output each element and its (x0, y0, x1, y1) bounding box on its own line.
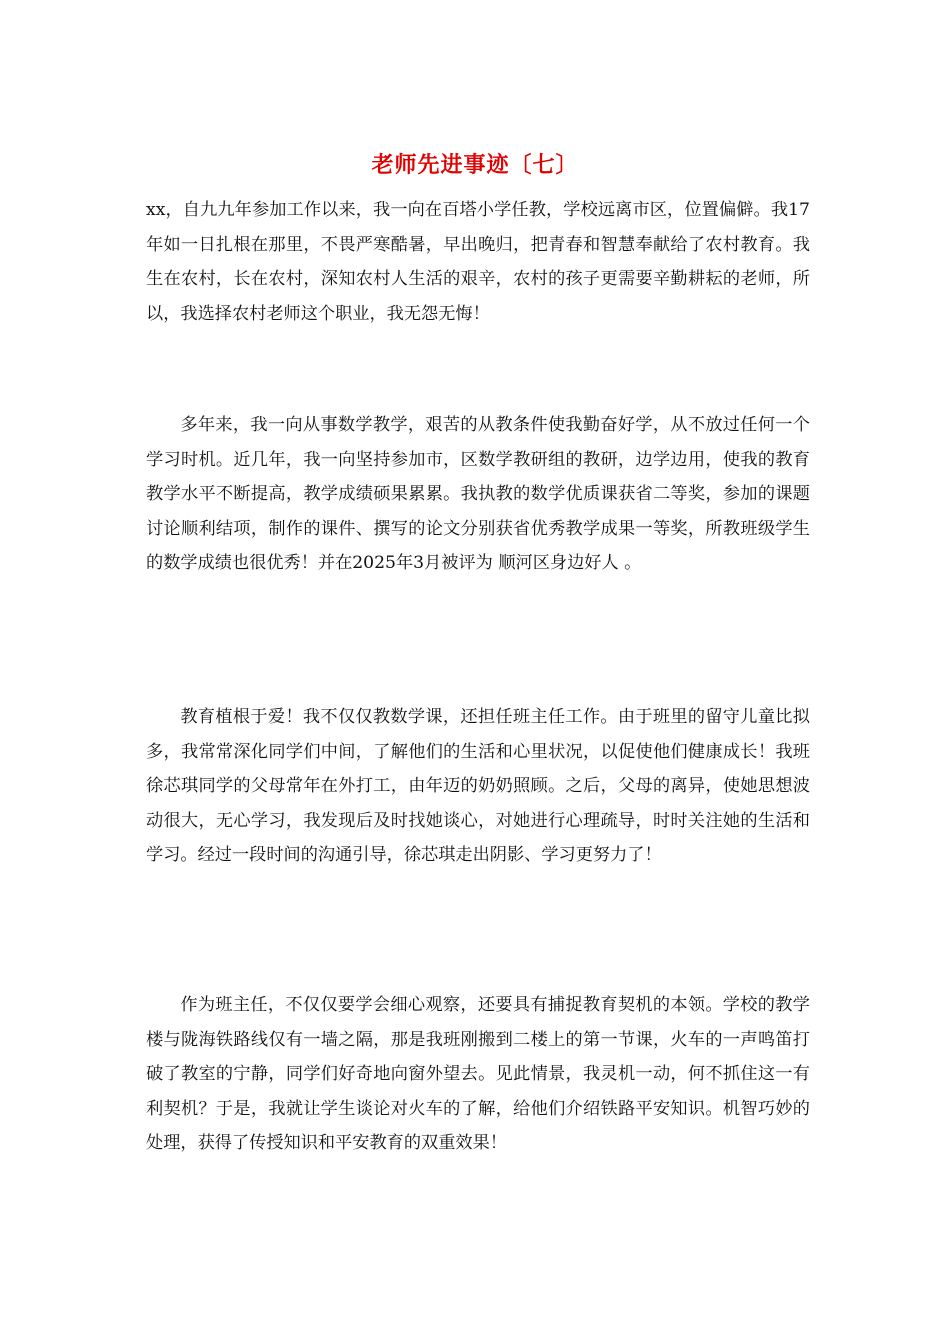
document-title: 老师先进事迹〔七〕 (371, 152, 579, 178)
paragraph-3: 教育植根于爱！我不仅仅教数学课，还担任班主任工作。由于班里的留守儿童比拟多，我常常深化同学们中间，了解他们的生活和心里状况，以促使他们健康成长！我班徐芯琪同学的父母常年在外打工，由年迈的奶奶照顾。之后，父母的离异，使她思想波动很大，无心学习，我发现后及时找她谈心，对她进行心理疏导，时时关注她的生活和学习。经过一段时间的沟通引导，徐芯琪走出阴影、学习更努力了！ (146, 707, 810, 865)
paragraph-4: 作为班主任，不仅仅要学会细心观察，还要具有捕捉教育契机的本领。学校的教学楼与陇海铁路线仅有一墙之隔，那是我班刚搬到二楼上的第一节课，火车的一声鸣笛打破了教室的宁静，同学们好奇地向窗外望去。见此情景，我灵机一动，何不抓住这一有利契机？于是，我就让学生谈论对火车的了解，给他们介绍铁路平安知识。机智巧妙的处理，获得了传授知识和平安教育的双重效果！ (146, 995, 810, 1153)
paragraph-1: xx，自九九年参加工作以来，我一向在百塔小学任教，学校远离市区，位置偏僻。我17年如一日扎根在那里，不畏严寒酷暑，早出晚归，把青春和智慧奉献给了农村教育。我生在农村，长在农村，深知农村人生活的艰辛，农村的孩子更需要辛勤耕耘的老师，所以，我选择农村老师这个职业，我无怨无悔！ (146, 200, 810, 324)
paragraph-2: 多年来，我一向从事数学教学，艰苦的从教条件使我勤奋好学，从不放过任何一个学习时机。近几年，我一向坚持参加市，区数学教研组的教研，边学边用，使我的教育教学水平不断提高，教学成绩硕果累累。我执教的数学优质课获省二等奖，参加的课题讨论顺利结项，制作的课件、撰写的论文分别获省优秀教学成果一等奖，所教班级学生的数学成绩也很优秀！并在2025年3月被评为 顺河区身边好人 。 (146, 415, 810, 573)
